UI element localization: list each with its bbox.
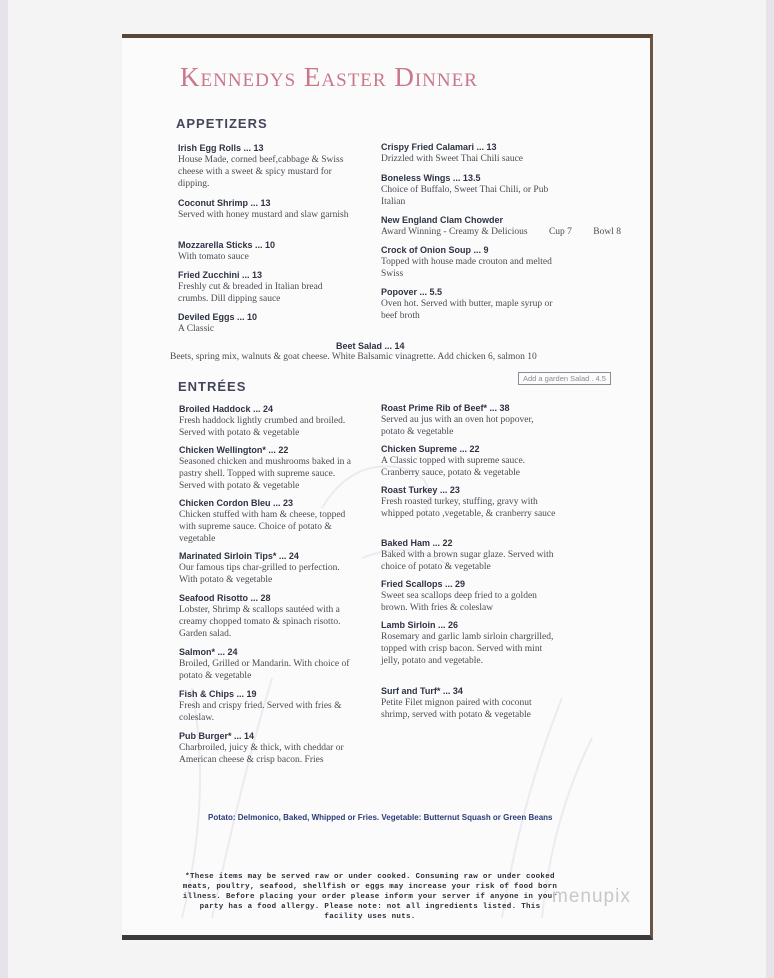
item-name: Seafood Risotto ... 28: [179, 593, 271, 603]
item-description: Award Winning - Creamy & Delicious: [381, 227, 528, 237]
menu-item: [178, 142, 353, 190]
item-name: Crock of Onion Soup ... 9: [381, 245, 489, 255]
item-description: Served au jus with an oven hot popover, potato & vegetable: [381, 415, 534, 437]
add-garden-salad-box: Add a garden Salad . 4.5: [518, 372, 611, 385]
item-name: New England Clam Chowder: [381, 215, 504, 225]
item-description: Our famous tips char-grilled to perfection. With potato & vegetable: [179, 563, 340, 585]
menu-item: [179, 497, 354, 545]
item-name: Fried Scallops ... 29: [381, 579, 466, 589]
menu-item: [178, 311, 353, 335]
menu-item: [381, 244, 556, 280]
sides-note: Potato: Delmonico, Baked, Whipped or Fries. Vegetable: Butternut Squash or Green Beans: [208, 813, 553, 822]
item-description: Lobster, Shrimp & scallops sautéed with a creamy chopped tomato & spinach risotto. Garden salad.: [179, 605, 341, 639]
food-safety-disclaimer: *These items may be served raw or under cooked. Consuming raw or under cooked meats, poultry, seafood, shellfish or eggs may increase your risk of food born illness. Before placing your order please inform your server if anyone in your party has a food allergy. Please note: not all ingredients listed. This facility uses nuts.: [182, 873, 558, 921]
item-description: Choice of Buffalo, Sweet Thai Chili, or Pub Italian: [381, 185, 549, 207]
item-description: Charbroiled, juicy & thick, with cheddar or American cheese & crisp bacon. Fries: [179, 743, 344, 765]
item-description: Freshly cut & breaded in Italian bread crumbs. Dill dipping sauce: [178, 282, 323, 304]
item-name: Roast Prime Rib of Beef* ... 38: [381, 403, 510, 413]
menupix-watermark: menupix: [552, 886, 631, 907]
menu-item: [179, 646, 354, 682]
item-name: Deviled Eggs ... 10: [178, 312, 258, 322]
menu-item: [381, 141, 556, 165]
menu-item: [381, 685, 556, 721]
menu-page: [122, 34, 653, 940]
item-name: Pub Burger* ... 14: [179, 731, 255, 741]
item-name: Coconut Shrimp ... 13: [178, 198, 271, 208]
menu-item: [179, 592, 354, 640]
menu-item: [381, 172, 556, 208]
item-description: Fresh and crispy fried. Served with fries & coleslaw.: [179, 701, 342, 723]
item-description: House Made, corned beef,cabbage & Swiss cheese with a sweet & spicy mustard for dipping.: [178, 155, 344, 189]
item-description: Drizzled with Sweet Thai Chili sauce: [381, 154, 524, 164]
bowl-price: Bowl 8: [593, 227, 621, 237]
menu-item: [381, 619, 556, 667]
item-name: Chicken Supreme ... 22: [381, 444, 480, 454]
cup-price: Cup 7: [548, 227, 572, 237]
chowder-row: [381, 226, 621, 238]
item-description: Petite Filet mignon paired with coconut shrimp, served with potato & vegetable: [381, 698, 532, 720]
item-description: A Classic topped with supreme sauce. Cranberry sauce, potato & vegetable: [381, 456, 526, 478]
menu-item: [179, 688, 354, 724]
item-name: Chicken Wellington* ... 22: [179, 445, 289, 455]
item-description: Sweet sea scallops deep fried to a golden brown. With fries & coleslaw: [381, 591, 537, 613]
menu-item: [381, 286, 556, 322]
item-description: A Classic: [178, 324, 215, 334]
item-description: Seasoned chicken and mushrooms baked in a pastry shell. Topped with supreme sauce. Served with potato & vegetable: [179, 457, 352, 491]
item-description: Chicken stuffed with ham & cheese, topped with supreme sauce. Choice of potato & vegetable: [179, 510, 346, 544]
item-name: Chicken Cordon Bleu ... 23: [179, 498, 294, 508]
item-name: Broiled Haddock ... 24: [179, 404, 274, 414]
entrees-heading: ENTRÉES: [178, 379, 247, 394]
item-description: Broiled, Grilled or Mandarin. With choice of potato & vegetable: [179, 659, 350, 681]
menu-item: [381, 484, 556, 520]
item-description: Baked with a brown sugar glaze. Served with choice of potato & vegetable: [381, 550, 554, 572]
item-name: Lamb Sirloin ... 26: [381, 620, 459, 630]
item-description: Rosemary and garlic lamb sirloin chargrilled, topped with crisp bacon. Served with mint jelly, potato and vegetable.: [381, 632, 554, 666]
menu-item: [179, 444, 354, 492]
item-name: Boneless Wings ... 13.5: [381, 173, 481, 183]
item-name: Popover ... 5.5: [381, 287, 443, 297]
appetizers-heading: APPETIZERS: [176, 116, 268, 131]
menu-item: [381, 578, 556, 614]
menu-item: [178, 197, 353, 221]
menu-item: [178, 239, 353, 263]
item-name: Irish Egg Rolls ... 13: [178, 143, 264, 153]
item-name: Roast Turkey ... 23: [381, 485, 460, 495]
item-description: With tomato sauce: [178, 252, 249, 262]
menu-item: [178, 269, 353, 305]
item-name: Mozzarella Sticks ... 10: [178, 240, 276, 250]
item-description: Served with honey mustard and slaw garnish: [178, 210, 349, 220]
item-name: Fish & Chips ... 19: [179, 689, 257, 699]
left-border: [0, 0, 8, 978]
item-name: Salmon* ... 24: [179, 647, 238, 657]
item-name: Marinated Sirloin Tips* ... 24: [179, 551, 299, 561]
menu-item: [179, 403, 354, 439]
menu-item: [381, 537, 556, 573]
item-name: Crispy Fried Calamari ... 13: [381, 142, 497, 152]
menu-item: [381, 214, 631, 238]
item-name: Baked Ham ... 22: [381, 538, 453, 548]
item-description: Oven hot. Served with butter, maple syrup or beef broth: [381, 299, 553, 321]
menu-item: [179, 550, 354, 586]
beet-salad-description: Beets, spring mix, walnuts & goat cheese. White Balsamic vinagrette. Add chicken 6, salmon 10: [170, 352, 537, 362]
item-name: Fried Zucchini ... 13: [178, 270, 263, 280]
item-description: Topped with house made crouton and melted Swiss: [381, 257, 552, 279]
right-border: [766, 0, 774, 978]
beet-salad-name: Beet Salad ... 14: [336, 341, 405, 351]
menu-title: Kennedys Easter Dinner: [180, 62, 478, 92]
menu-item: [381, 402, 556, 438]
menu-item: [381, 443, 556, 479]
item-description: Fresh haddock lightly crumbed and broiled. Served with potato & vegetable: [179, 416, 346, 438]
item-description: Fresh roasted turkey, stuffing, gravy with whipped potato ,vegetable, & cranberry sauce: [381, 497, 556, 519]
menu-item: [179, 730, 354, 766]
item-name: Surf and Turf* ... 34: [381, 686, 463, 696]
